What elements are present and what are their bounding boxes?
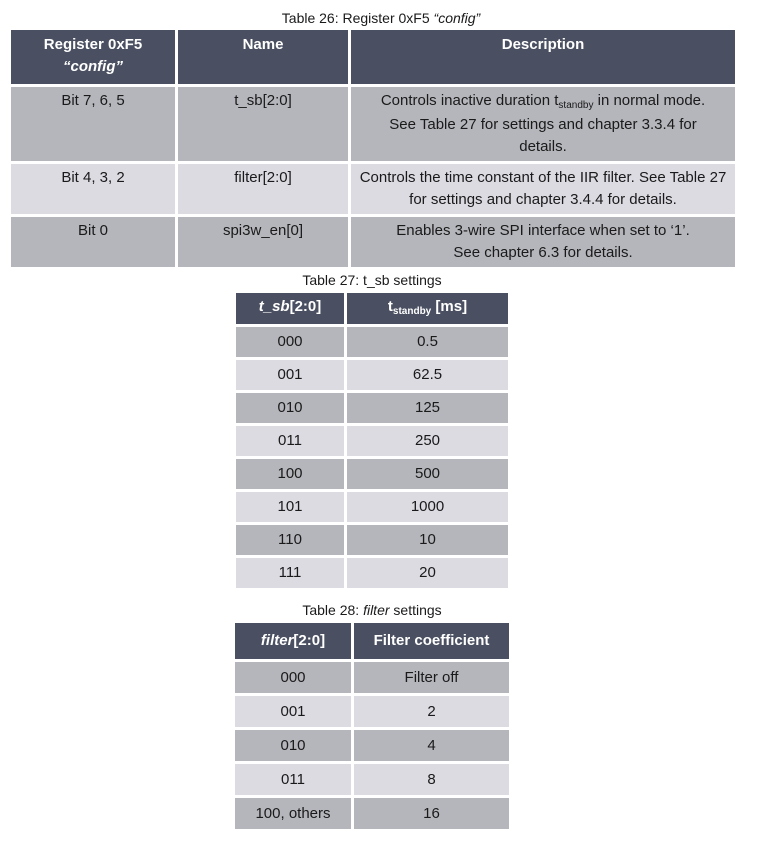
t-sb-settings-table (233, 290, 511, 591)
name-cell: filter[2:0] (178, 164, 348, 214)
table-header-row (235, 623, 509, 659)
value-cell: 125 (347, 393, 508, 423)
table-row (236, 525, 508, 555)
table-28-caption-prefix: Table 28: (302, 602, 364, 618)
value-cell: 4 (354, 730, 509, 761)
code-cell: 000 (236, 327, 344, 357)
col-register-line1: Register 0xF5 (43, 36, 143, 53)
code-cell: 110 (236, 525, 344, 555)
code-cell: 001 (235, 696, 351, 727)
name-cell: spi3w_en[0] (178, 217, 348, 267)
col-filter-header-rest: [2:0] (293, 632, 326, 649)
table-28-caption-suffix: settings (389, 602, 442, 618)
table-row (236, 558, 508, 588)
code-cell: 100, others (235, 798, 351, 829)
col-t-sb-header-rest: [2:0] (289, 298, 322, 315)
description-subscript: standby (558, 100, 594, 111)
filter-settings-table (232, 620, 512, 832)
table-row (236, 360, 508, 390)
table-row (11, 87, 735, 161)
value-cell: 0.5 (347, 327, 508, 357)
bits-cell: Bit 4, 3, 2 (11, 164, 175, 214)
value-cell: Filter off (354, 662, 509, 693)
table-row (236, 327, 508, 357)
value-cell: 10 (347, 525, 508, 555)
bits-cell: Bit 7, 6, 5 (11, 87, 175, 161)
table-26-caption-italic: “config” (433, 10, 481, 26)
description-cell (351, 87, 735, 161)
col-t-standby-post: [ms] (431, 298, 468, 315)
code-cell: 101 (236, 492, 344, 522)
col-t-standby-pre: t (387, 298, 393, 315)
value-cell: 20 (347, 558, 508, 588)
value-cell: 250 (347, 426, 508, 456)
table-row (11, 164, 735, 214)
value-cell: 8 (354, 764, 509, 795)
col-filter-header (235, 623, 351, 659)
table-28-caption (232, 602, 512, 618)
table-row (235, 798, 509, 829)
code-cell: 011 (236, 426, 344, 456)
code-cell: 001 (236, 360, 344, 390)
table-28-caption-italic: filter (363, 602, 390, 618)
description-text-end: in normal mode. See Table 27 for settings and chapter 3.3.4 for details. (389, 92, 706, 155)
table-27-caption: Table 27: t_sb settings (302, 272, 442, 288)
code-cell: 100 (236, 459, 344, 489)
table-row (236, 426, 508, 456)
col-description-header: Description (351, 30, 735, 84)
col-register-line2: “config” (63, 58, 123, 75)
value-cell: 16 (354, 798, 509, 829)
table-row (235, 696, 509, 727)
col-t-standby-sub: standby (392, 306, 432, 317)
col-t-sb-header (236, 293, 344, 324)
col-t-sb-header-italic: t_sb (258, 298, 290, 315)
description-text: Controls inactive duration t (380, 92, 559, 109)
table-row (11, 217, 735, 267)
code-cell: 010 (235, 730, 351, 761)
value-cell: 62.5 (347, 360, 508, 390)
table-row (236, 459, 508, 489)
table-header-row (236, 293, 508, 324)
col-register-header (11, 30, 175, 84)
table-row (236, 492, 508, 522)
register-config-table (8, 27, 738, 270)
table-row (235, 662, 509, 693)
table-row (235, 764, 509, 795)
value-cell: 1000 (347, 492, 508, 522)
table-row (236, 393, 508, 423)
description-cell: Enables 3-wire SPI interface when set to ‘1’. See chapter 6.3 for details. (351, 217, 735, 267)
name-cell: t_sb[2:0] (178, 87, 348, 161)
table-header-row (11, 30, 735, 84)
table-26-caption-prefix: Table 26: Register 0xF5 (281, 10, 434, 26)
col-t-standby-header (347, 293, 508, 324)
table-26-caption (0, 10, 762, 26)
table-row (235, 730, 509, 761)
code-cell: 011 (235, 764, 351, 795)
description-cell: Controls the time constant of the IIR filter. See Table 27 for settings and chapter 3.4.4 for details. (351, 164, 735, 214)
col-filter-header-italic: filter (260, 632, 294, 649)
code-cell: 000 (235, 662, 351, 693)
code-cell: 010 (236, 393, 344, 423)
value-cell: 2 (354, 696, 509, 727)
code-cell: 111 (236, 558, 344, 588)
bits-cell: Bit 0 (11, 217, 175, 267)
col-filter-coefficient-header: Filter coefficient (354, 623, 509, 659)
col-name-header: Name (178, 30, 348, 84)
value-cell: 500 (347, 459, 508, 489)
